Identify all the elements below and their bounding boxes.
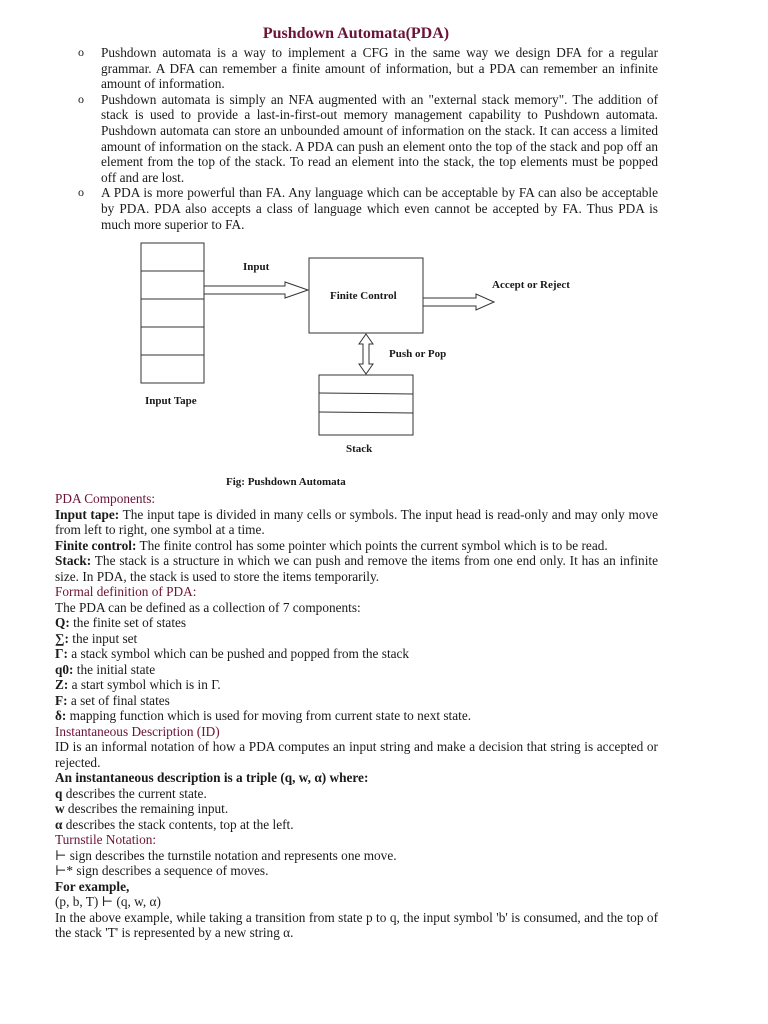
bullet-marker: o (78, 185, 84, 200)
definition-item (55, 677, 658, 693)
definition-item (55, 631, 658, 647)
input-label: Input (243, 261, 270, 273)
example-label: For example, (55, 878, 130, 894)
definition: a stack symbol which can be pushed and popped from the stack (67, 646, 410, 661)
stack-cells (319, 375, 413, 435)
definition: mapping function which is used for moving from current state to next state. (66, 708, 472, 723)
section-heading: PDA Components: (55, 491, 156, 506)
component-input-tape (55, 507, 658, 538)
definition-item (55, 662, 658, 678)
definition-item (55, 615, 658, 631)
definition: describes the remaining input. (64, 801, 229, 816)
definition-item (55, 786, 658, 802)
pda-diagram-graphic (130, 238, 600, 498)
paragraph: ⊢* sign describes a sequence of moves. (55, 863, 269, 878)
bullet-item (78, 185, 658, 232)
stack-label: Stack (346, 443, 373, 455)
accept-reject-arrow (423, 294, 494, 310)
definition: the finite set of states (69, 615, 187, 630)
term: q (55, 785, 63, 801)
term: Q: (55, 615, 70, 630)
figure-caption: Fig: Pushdown Automata (226, 476, 346, 488)
push-pop-label: Push or Pop (389, 348, 447, 360)
bold-statement (55, 879, 658, 895)
definition-item (55, 817, 658, 833)
definition: The stack is a structure in which we can push and remove the items from one end only. It has an infinite size. In PDA, the stack is used to store the items temporarily. (55, 553, 658, 584)
term: ∑: (55, 630, 69, 646)
definition: describes the stack contents, top at the left. (62, 816, 294, 832)
intro-bullet-list (78, 45, 658, 232)
section-heading: Turnstile Notation: (55, 832, 157, 847)
term: Z: (55, 677, 69, 692)
input-tape-cells (141, 243, 204, 383)
component-finite-control (55, 538, 658, 554)
section-heading: Formal definition of PDA: (55, 584, 197, 599)
definition-item (55, 708, 658, 724)
bullet-marker: o (78, 91, 84, 106)
input-arrow (204, 282, 308, 298)
term: α (55, 816, 63, 832)
definition: the input set (68, 630, 138, 646)
term: F: (55, 692, 68, 708)
paragraph: ID is an informal notation of how a PDA computes an input string and make a decision that string is accepted or rejected. (55, 739, 658, 770)
page-title: Pushdown Automata(PDA) (262, 25, 450, 42)
definition-item (55, 693, 658, 709)
bullet-marker: o (78, 45, 84, 59)
term: w (55, 801, 65, 816)
term: q0: (55, 661, 74, 677)
example-expression: (p, b, T) ⊢ (q, w, α) (55, 894, 161, 909)
definition: a set of final states (67, 692, 170, 708)
input-tape-label: Input Tape (145, 395, 197, 407)
definition: a start symbol which is in Γ. (68, 677, 221, 692)
section-heading: Instantaneous Description (ID) (55, 723, 220, 739)
pda-diagram (130, 238, 600, 498)
bullet-text: Pushdown automata is a way to implement a CFG in the same way we design DFA for a regular grammar. A DFA can remember a finite amount of information, but a PDA can remember an infinite amount of information. (101, 45, 658, 92)
definition: The input tape is divided in many cells or symbols. The input head is read-only and may only move from left to right, one symbol at a time. (55, 506, 658, 537)
accept-reject-label: Accept or Reject (492, 279, 570, 291)
definition: describes the current state. (62, 785, 207, 801)
paragraph: In the above example, while taking a transition from state p to q, the input symbol 'b' is consumed, and the top of the stack 'T' is represented by a new string α. (55, 909, 658, 940)
paragraph: The PDA can be defined as a collection of 7 components: (55, 599, 361, 615)
term: Stack: (55, 553, 92, 568)
term: Input tape: (55, 506, 120, 522)
triple-statement: An instantaneous description is a triple (q, w, α) where: (55, 770, 369, 785)
term: Finite control: (55, 537, 137, 553)
term: Γ: (55, 646, 68, 661)
push-pop-arrow (359, 334, 373, 374)
definition: The finite control has some pointer which points the current symbol which is to be read. (136, 537, 608, 553)
bullet-item (78, 92, 658, 186)
finite-control-label: Finite Control (330, 290, 397, 302)
definition-item (55, 646, 658, 662)
definition-item (55, 801, 658, 817)
bold-statement (55, 770, 658, 786)
paragraph: ⊢ sign describes the turnstile notation and represents one move. (55, 847, 397, 863)
component-stack (55, 553, 658, 584)
bullet-text: A PDA is more powerful than FA. Any language which can be acceptable by FA can also be acceptable by PDA. PDA also accepts a class of language which even cannot be accepted by FA. Thus PDA is much more superior to FA. (101, 185, 658, 232)
bullet-text: Pushdown automata is simply an NFA augmented with an "external stack memory". The addition of stack is used to provide a last-in-first-out memory management capability to Pushdown automata. Pushdown automata can store an unbounded amount of information on the stack. It can access a limited amount of information on the stack. A PDA can push an element onto the top of the stack and pop off an element from the top of the stack. To read an element into the stack, the top elements must be popped off and are lost. (101, 91, 658, 185)
document-body (55, 491, 658, 941)
bullet-item (78, 45, 658, 92)
term: δ: (55, 708, 67, 723)
definition: the initial state (73, 661, 156, 677)
